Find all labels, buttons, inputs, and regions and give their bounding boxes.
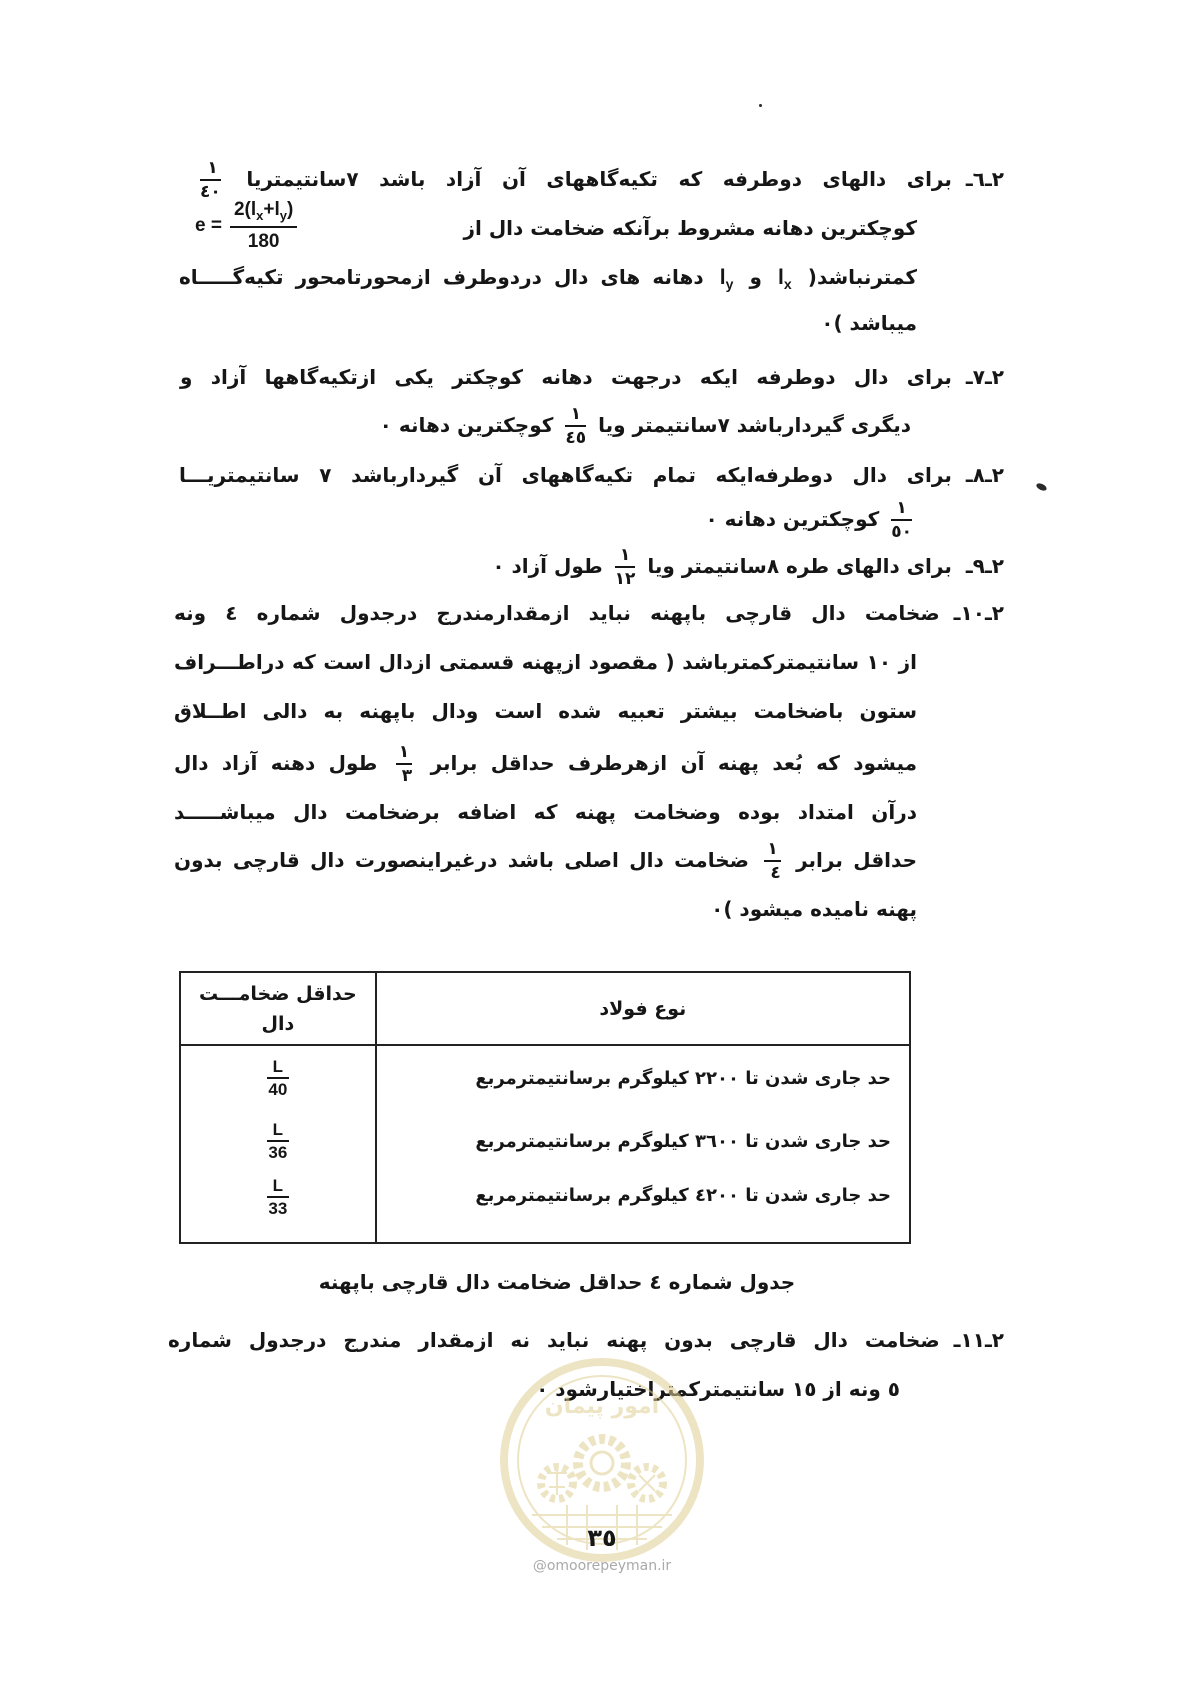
table-row bbox=[180, 1045, 910, 1111]
text-run: دهانه های دال دردوطرف ازمحورتامحور تکیه‌گـــــاه bbox=[179, 265, 704, 289]
table-row bbox=[180, 1111, 910, 1171]
fraction bbox=[764, 841, 780, 882]
item-2-10-line-1 bbox=[174, 591, 1004, 635]
text-run: ستون باضخامت بیشتر تعبیه شده است ودال باپهنه به دالی اطــلاق bbox=[174, 699, 917, 723]
fraction-denominator: ٤ bbox=[770, 863, 781, 883]
item-text: برای دال دوطرفه‌ایکه تمام تکیه‌گاههای آن گیردارباشد ٧ سانتیمتریـــا bbox=[179, 463, 952, 487]
text-run: طول دهنه آزاد دال bbox=[174, 751, 378, 775]
item-2-6-line-4 bbox=[179, 301, 917, 345]
formula-numerator bbox=[230, 200, 297, 228]
fraction bbox=[891, 500, 912, 541]
header-steel-type: نوع فولاد bbox=[376, 972, 910, 1045]
item-number: ٢ـ١١ـ bbox=[953, 1328, 1004, 1352]
fraction-numerator: ١ bbox=[891, 500, 912, 521]
span-variable-x bbox=[778, 266, 792, 293]
text-run: حداقل برابر bbox=[796, 848, 917, 872]
text-run: میباشد )٠ bbox=[821, 311, 917, 335]
steel-yield-cell: حد جاری شدن تا ٢٢٠٠ کیلوگرم برسانتیمترمربع bbox=[376, 1045, 910, 1111]
min-thickness-cell bbox=[180, 1111, 376, 1171]
table-caption: جدول شماره ٤ حداقل ضخامت دال قارچی باپهنه bbox=[318, 1270, 796, 1294]
fraction-numerator: ١ bbox=[565, 406, 586, 427]
item-number: ٢ـ٧ـ bbox=[965, 365, 1004, 389]
item-number: ٢ـ١٠ـ bbox=[953, 601, 1004, 625]
thickness-formula bbox=[195, 200, 297, 253]
text-run: برای دالهای دوطرفه که تکیه‌گاههای آن آزاد باشد ٧سانتیمتریا bbox=[246, 167, 952, 191]
formula-fraction bbox=[230, 200, 297, 253]
fraction-denominator: ٤٠ bbox=[200, 182, 221, 202]
formula-lhs: e = bbox=[195, 215, 222, 237]
min-thickness-cell bbox=[180, 1171, 376, 1243]
item-text bbox=[179, 544, 952, 588]
item-text: ضخامت دال قارچی باپهنه نباید ازمقدارمندرج درجدول شماره ٤ ونه bbox=[174, 601, 940, 625]
fraction bbox=[200, 160, 221, 201]
gear-icon bbox=[578, 1439, 626, 1487]
formula-part: 2(l bbox=[233, 199, 257, 220]
gear-hub bbox=[591, 1452, 613, 1474]
item-2-7-line-1 bbox=[180, 355, 1004, 399]
fraction-denominator: ٥٠ bbox=[891, 522, 912, 542]
item-text: ضخامت دال قارچی بدون پهنه نباید نه ازمقدار مندرج درجدول شماره bbox=[168, 1328, 940, 1352]
fraction bbox=[267, 1177, 289, 1217]
fraction-denominator: 33 bbox=[268, 1199, 288, 1218]
fraction-numerator: ١ bbox=[200, 160, 221, 181]
text-run: کوچکترین دهانه ٠ bbox=[379, 413, 554, 437]
fraction bbox=[267, 1058, 289, 1098]
span-variable-y bbox=[719, 266, 734, 293]
header-min-thickness-line-1: حداقل ضخامـــت bbox=[198, 982, 357, 1005]
item-2-10-line-2 bbox=[174, 640, 917, 684]
item-text bbox=[195, 157, 952, 201]
fraction-numerator: ١ bbox=[764, 841, 780, 862]
text-run: از ١٠ سانتیمترکمترباشد ( مقصود ازپهنه قسمتی ازدال است که دراطـــراف bbox=[174, 650, 917, 674]
page-number: ٣٥ bbox=[587, 1524, 617, 1552]
steel-yield-cell: حد جاری شدن تا ٤٢٠٠ کیلوگرم برسانتیمترمربع bbox=[376, 1171, 910, 1243]
fraction-denominator: ١٢ bbox=[614, 569, 636, 589]
fraction bbox=[396, 744, 412, 785]
item-number: ٢ـ٦ـ bbox=[965, 167, 1004, 191]
header-min-thickness-line-2: دال bbox=[261, 1012, 295, 1035]
item-2-10-line-4 bbox=[174, 741, 917, 785]
variable: l bbox=[719, 266, 726, 289]
formula-subscript: y bbox=[279, 207, 287, 223]
text-run: و bbox=[749, 265, 762, 289]
fraction-numerator: ١ bbox=[396, 744, 412, 765]
min-thickness-cell bbox=[180, 1045, 376, 1111]
text-run: پهنه نامیده میشود )٠ bbox=[711, 897, 917, 921]
table-row bbox=[180, 1171, 910, 1243]
text-run: دیگری گیردارباشد ٧سانتیمتر ویا bbox=[598, 413, 911, 437]
item-2-9-line-1 bbox=[179, 544, 1004, 588]
text-run: ضخامت دال اصلی باشد درغیراینصورت دال قارچی بدون bbox=[174, 848, 749, 872]
fraction-numerator: L bbox=[267, 1121, 289, 1142]
item-2-10-line-5 bbox=[174, 790, 917, 834]
item-2-10-line-6 bbox=[174, 838, 917, 882]
crane-icon bbox=[639, 1475, 655, 1491]
watermark-url: @omoorepeyman.ir bbox=[532, 1558, 672, 1574]
text-run: برای دالهای طره ٨سانتیمتر ویا bbox=[647, 554, 952, 578]
fraction bbox=[565, 406, 586, 447]
text-run: ٥ ونه از ١٥ سانتیمترکمتراختیارشود ٠ bbox=[536, 1377, 900, 1401]
item-2-8-line-1 bbox=[179, 453, 1004, 497]
item-number: ٢ـ٩ـ bbox=[965, 554, 1004, 578]
variable: l bbox=[778, 266, 784, 289]
item-2-7-line-2 bbox=[179, 403, 911, 447]
text-run: کوچکترین دهانه مشروط برآنکه ضخامت دال از bbox=[463, 216, 917, 240]
fraction-denominator: ٤٥ bbox=[565, 428, 587, 448]
steel-yield-cell: حد جاری شدن تا ٣٦٠٠ کیلوگرم برسانتیمترمربع bbox=[376, 1111, 910, 1171]
item-number: ٢ـ٨ـ bbox=[965, 463, 1004, 487]
text-run: درآن امتداد بوده وضخامت پهنه که اضافه برضخامت دال میباشـــــد bbox=[174, 800, 917, 824]
item-2-10-line-7 bbox=[174, 887, 917, 931]
text-run: کمترنباشد( bbox=[807, 265, 917, 289]
item-2-6-line-3 bbox=[179, 255, 917, 299]
formula-denominator: 180 bbox=[247, 231, 280, 253]
item-2-10-line-3 bbox=[174, 689, 917, 733]
fraction-numerator: L bbox=[267, 1058, 289, 1079]
fraction-numerator: L bbox=[267, 1177, 289, 1198]
slab-thickness-table bbox=[179, 971, 911, 1244]
item-2-6-line-1 bbox=[195, 157, 1004, 201]
fraction bbox=[267, 1121, 289, 1161]
scan-speck bbox=[1035, 482, 1048, 492]
text-run: کوچکترین دهانه ٠ bbox=[705, 507, 880, 531]
fraction-denominator: 36 bbox=[268, 1142, 288, 1162]
item-text: برای دال دوطرفه ایکه درجهت دهانه کوچکتر یکی ازتکیه‌گاهها آزاد و bbox=[180, 365, 952, 389]
text-run: طول آزاد ٠ bbox=[492, 554, 603, 578]
item-2-8-line-2 bbox=[179, 497, 917, 541]
item-2-6-line-2 bbox=[380, 206, 917, 250]
scan-speck bbox=[759, 104, 762, 107]
table-header-row bbox=[180, 972, 910, 1045]
fraction bbox=[615, 547, 636, 588]
fraction-numerator: ١ bbox=[615, 547, 636, 568]
logo-text: امور پیمان bbox=[544, 1394, 660, 1419]
variable-subscript: x bbox=[783, 276, 792, 293]
fraction-denominator: ٣ bbox=[401, 766, 413, 786]
fraction-denominator: 40 bbox=[268, 1080, 288, 1099]
text-run: میشود که بُعد پهنه آن ازهرطرف حداقل برابر bbox=[430, 751, 917, 775]
variable-subscript: y bbox=[725, 276, 734, 293]
header-min-thickness bbox=[180, 972, 376, 1045]
formula-part: +l bbox=[263, 199, 280, 220]
formula-part: ) bbox=[286, 199, 294, 220]
formula-subscript: x bbox=[256, 207, 264, 223]
